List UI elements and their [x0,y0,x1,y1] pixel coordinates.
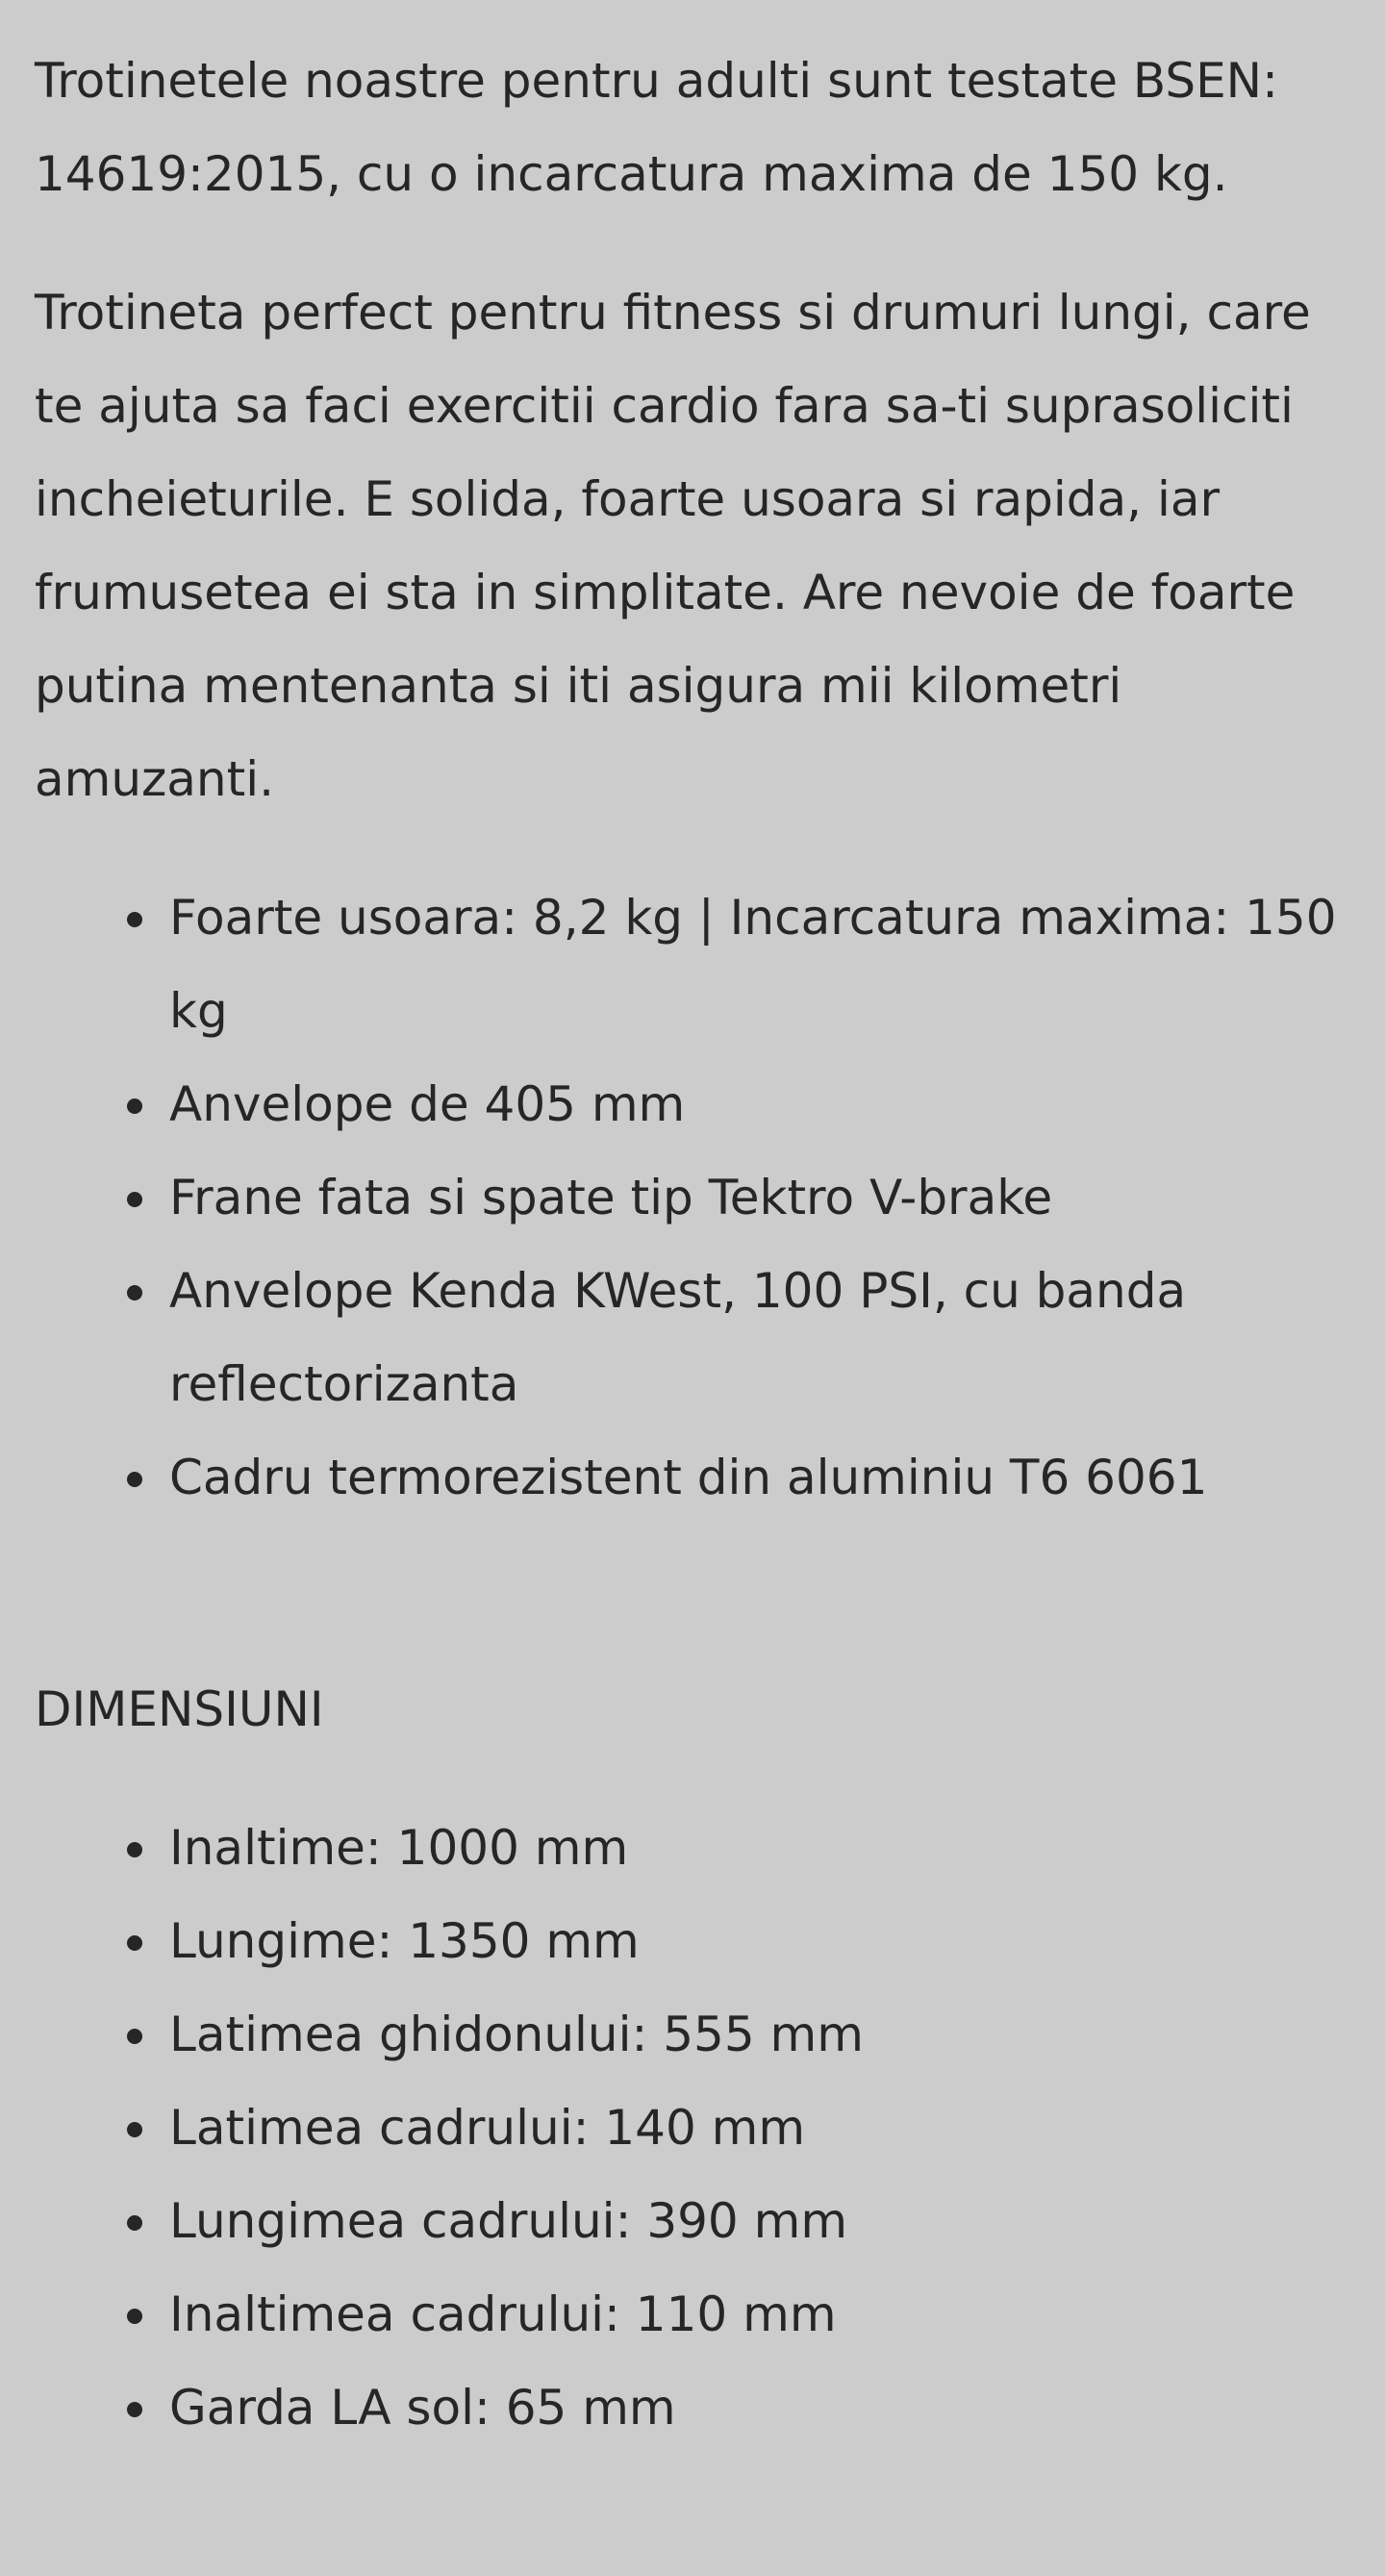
list-item: Foarte usoara: 8,2 kg | Incarcatura maxima: 150 kg [169,871,1350,1058]
list-item: Anvelope Kenda KWest, 100 PSI, cu banda reflectorizanta [169,1245,1350,1431]
list-item: Inaltimea cadrului: 110 mm [169,2268,1350,2361]
list-item: Anvelope de 405 mm [169,1058,1350,1151]
list-item: Lungime: 1350 mm [169,1895,1350,1988]
list-item: Inaltime: 1000 mm [169,1802,1350,1895]
section-spacer [35,1525,1350,1663]
list-item: Latimea cadrului: 140 mm [169,2082,1350,2175]
dimensions-title: DIMENSIUNI [35,1681,324,1737]
intro-paragraph: Trotinetele noastre pentru adulti sunt testate BSEN: 14619:2015, cu o incarcatura maxima de 150 kg. [35,53,1278,202]
list-item: Garda LA sol: 65 mm [169,2361,1350,2455]
features-list [35,871,1350,1525]
list-item: Frane fata si spate tip Tektro V-brake [169,1151,1350,1245]
list-item: Cadru termorezistent din aluminiu T6 6061 [169,1431,1350,1525]
description-paragraph: Trotineta perfect pentru fitness si drumuri lungi, care te ajuta sa faci exercitii cardio fara sa-ti suprasoliciti incheieturile. E solida, foarte usoara si rapida, iar frumusetea ei sta in simplitate. Are nevoie de foarte putina mentenanta si iti asigura mii kilometri amuzanti. [35,285,1311,807]
list-item: Lungimea cadrului: 390 mm [169,2175,1350,2268]
dimensions-list [35,1802,1350,2455]
list-item: Latimea ghidonului: 555 mm [169,1988,1350,2082]
